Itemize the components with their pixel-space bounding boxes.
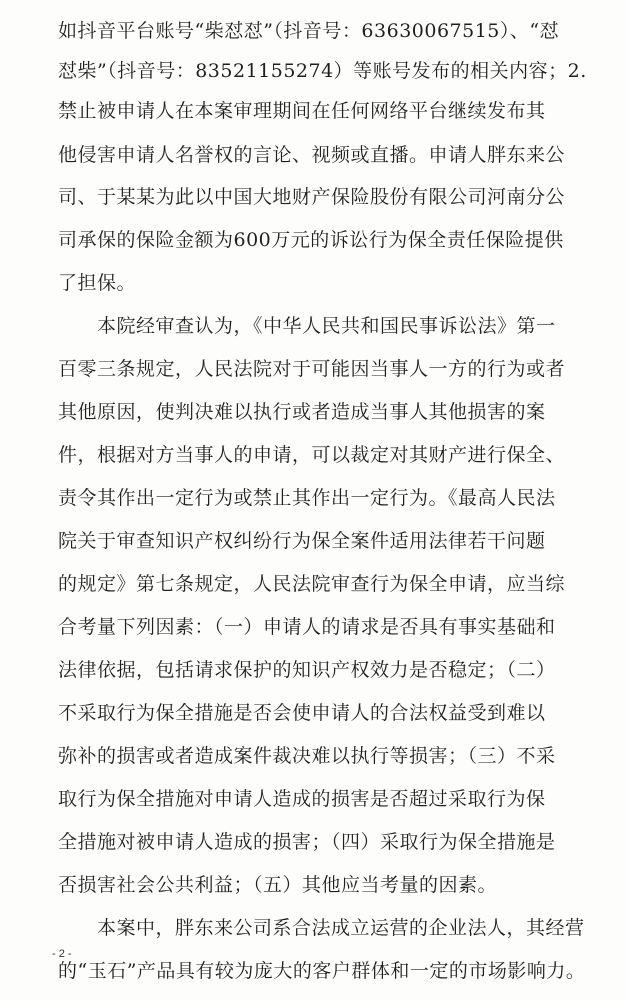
text-line: 司、于某某为此以中国大地财产保险股份有限公司河南分公 xyxy=(58,186,566,208)
text-line: 其他原因，使判决难以执行或者造成当事人其他损害的案 xyxy=(58,401,546,423)
text-line: 弥补的损害或者造成案件裁决难以执行等损害；（三）不采 xyxy=(58,745,556,767)
text-line: 怼柴”（抖音号：83521155274）等账号发布的相关内容；2. xyxy=(58,60,587,82)
text-line: 件，根据对方当事人的申请，可以裁定对其财产进行保全、 xyxy=(58,444,566,466)
text-line: 责令其作出一定行为或禁止其作出一定行为。《最高人民法 xyxy=(58,487,556,509)
text-line: 司承保的保险金额为600万元的诉讼行为保全责任保险提供 xyxy=(58,229,564,251)
text-line: 本院经审查认为，《中华人民共和国民事诉讼法》第一 xyxy=(58,315,556,337)
text-line: 禁止被申请人在本案审理期间在任何网络平台继续发布其 xyxy=(58,100,546,122)
text-line: 百零三条规定，人民法院对于可能因当事人一方的行为或者 xyxy=(58,358,566,380)
text-line: 不采取行为保全措施是否会使申请人的合法权益受到难以 xyxy=(58,702,546,724)
text-line: 全措施对被申请人造成的损害；（四）采取行为保全措施是 xyxy=(58,831,556,853)
text-line: 的“玉石”产品具有较为庞大的客户群体和一定的市场影响力。 xyxy=(58,960,586,982)
text-line: 法律依据，包括请求保护的知识产权效力是否稳定；（二） xyxy=(58,659,556,681)
text-line: 了担保。 xyxy=(58,272,137,294)
text-line: 他侵害申请人名誉权的言论、视频或直播。申请人胖东来公 xyxy=(58,144,566,166)
text-line: 院关于审查知识产权纠纷行为保全案件适用法律若干问题 xyxy=(58,530,546,552)
text-line: 的规定》第七条规定，人民法院审查行为保全申请，应当综 xyxy=(58,573,566,595)
text-line: 合考量下列因素：（一）申请人的请求是否具有事实基础和 xyxy=(58,616,556,638)
text-line: 本案中，胖东来公司系合法成立运营的企业法人，其经营 xyxy=(58,917,585,939)
page-number: - 2 - xyxy=(52,948,72,960)
text-line: 如抖音平台账号“柴怼怼”（抖音号：63630067515）、“怼 xyxy=(58,20,560,42)
text-line: 取行为保全措施对申请人造成的损害是否超过采取行为保 xyxy=(58,788,546,810)
text-line: 否损害社会公共利益；（五）其他应当考量的因素。 xyxy=(58,874,498,896)
